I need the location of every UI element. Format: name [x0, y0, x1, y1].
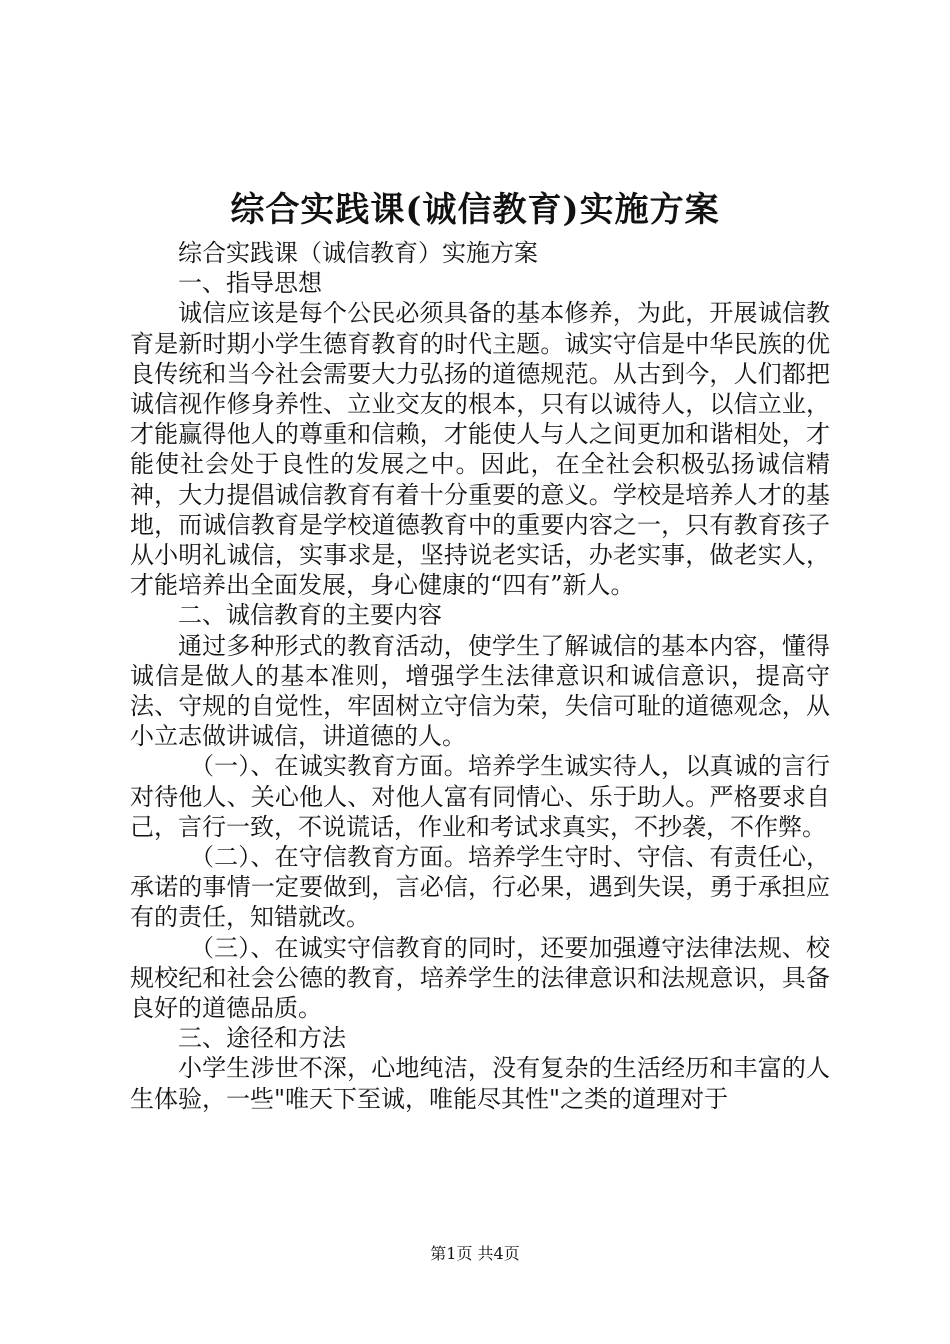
page-number: 第1页 共4页 [430, 1244, 520, 1263]
paragraph-honesty-education: （一）、在诚实教育方面。培养学生诚实待人，以真诚的言行对待他人、关心他人、对他人富有同情心、乐于助人。严格要求自己，言行一致，不说谎话，作业和考试求真实，不抄袭，不作弊。 [130, 752, 830, 841]
paragraph-methods: 小学生涉世不深，心地纯洁，没有复杂的生活经历和丰富的人生体验，一些"唯天下至诚，唯能尽其性"之类的道理对于 [130, 1054, 830, 1113]
section-heading-guiding-idea: 一、指导思想 [178, 269, 322, 298]
section-heading-main-content: 二、诚信教育的主要内容 [178, 601, 442, 630]
document-title: 综合实践课(诚信教育)实施方案 [230, 190, 720, 230]
paragraph-subtitle: 综合实践课（诚信教育）实施方案 [178, 239, 538, 267]
document-body [130, 238, 830, 1114]
paragraph-trust-education: （二）、在守信教育方面。培养学生守时、守信、有责任心，承诺的事情一定要做到，言必信，行必果，遇到失误，勇于承担应有的责任，知错就改。 [130, 843, 830, 932]
paragraph-guiding-idea: 诚信应该是每个公民必须具备的基本修养，为此，开展诚信教育是新时期小学生德育教育的时代主题。诚实守信是中华民族的优良传统和当今社会需要大力弘扬的道德规范。从古到今，人们都把诚信视作修身养性、立业交友的根本，只有以诚待人，以信立业，才能赢得他人的尊重和信赖，才能使人与人之间更加和谐相处，才能使社会处于良性的发展之中。因此，在全社会积极弘扬诚信精神，大力提倡诚信教育有着十分重要的意义。学校是培养人才的基地，而诚信教育是学校道德教育中的重要内容之一，只有教育孩子从小明礼诚信，实事求是，坚持说老实话，办老实事，做老实人，才能培养出全面发展，身心健康的“四有”新人。 [130, 299, 830, 600]
section-heading-methods: 三、途径和方法 [178, 1024, 346, 1053]
paragraph-main-content: 通过多种形式的教育活动，使学生了解诚信的基本内容，懂得诚信是做人的基本准则，增强学生法律意识和诚信意识，提高守法、守规的自觉性，牢固树立守信为荣，失信可耻的道德观念，从小立志做讲诚信，讲道德的人。 [130, 631, 830, 751]
paragraph-law-education: （三）、在诚实守信教育的同时，还要加强遵守法律法规、校规校纪和社会公德的教育，培养学生的法律意识和法规意识，具备良好的道德品质。 [130, 933, 830, 1023]
